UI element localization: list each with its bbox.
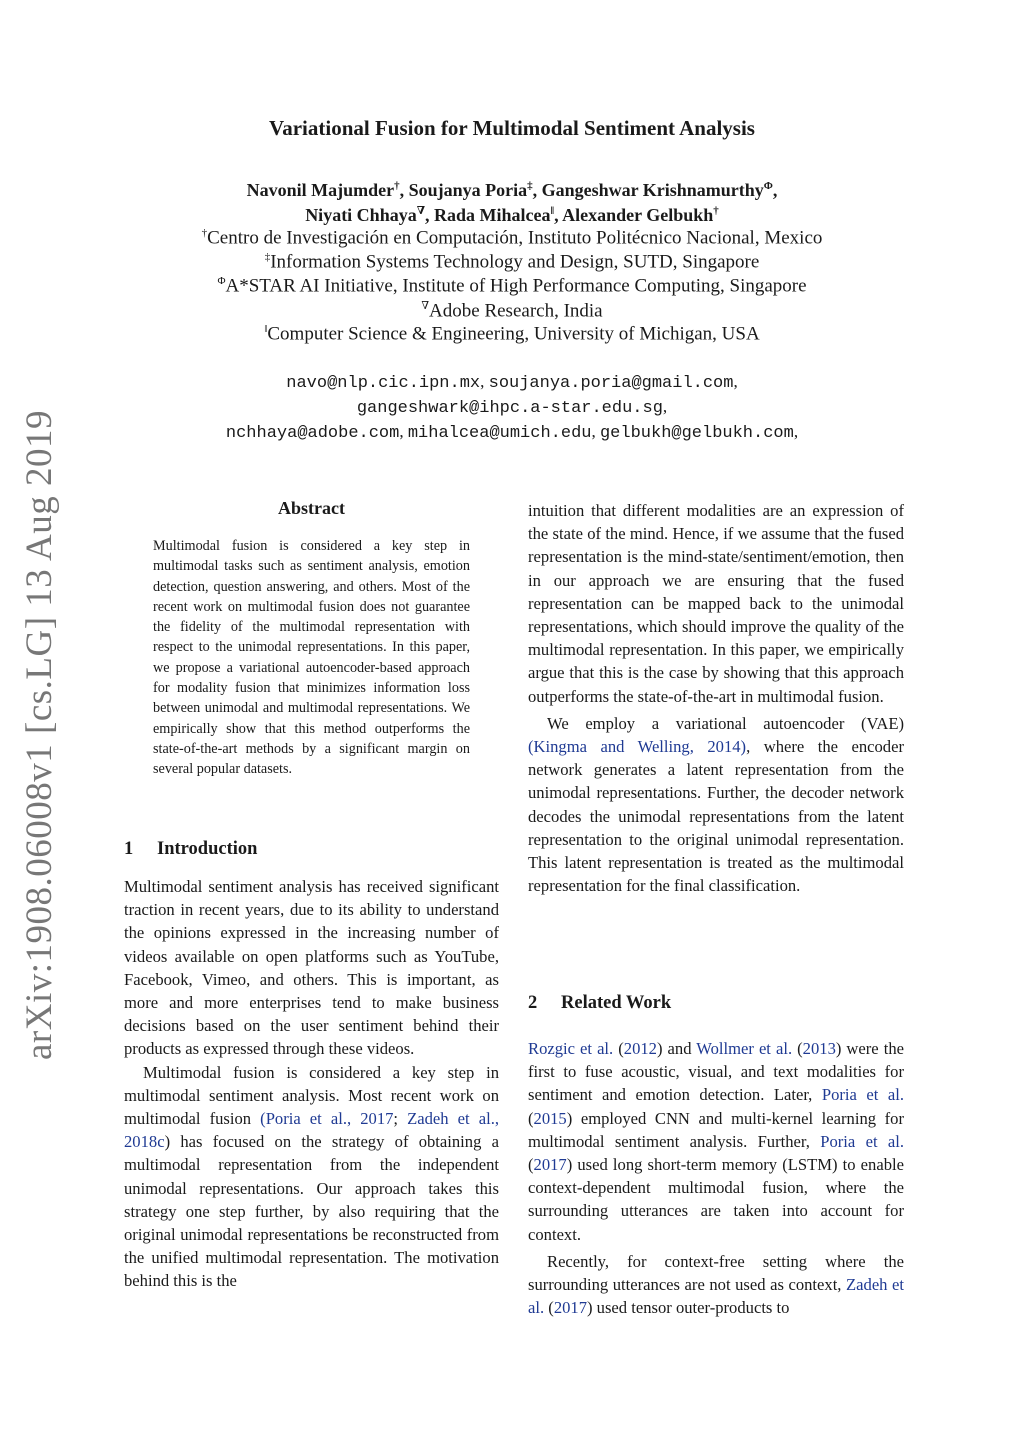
- citation-year-link[interactable]: 2013: [802, 1039, 836, 1058]
- section-heading-related-work: 2 Related Work: [528, 993, 672, 1013]
- citation-link[interactable]: Rozgic et al.: [528, 1039, 614, 1058]
- section-heading-introduction: 1 Introduction: [124, 839, 258, 859]
- author-name: Niyati Chhaya: [305, 205, 417, 225]
- citation-link[interactable]: Wollmer et al.: [696, 1039, 793, 1058]
- email[interactable]: gelbukh@gelbukh.com: [599, 424, 794, 443]
- paper-title: Variational Fusion for Multimodal Sentiment Analysis: [269, 116, 755, 140]
- affiliation: ∇Adobe Research, India: [421, 300, 603, 322]
- author-name: Rada Mihalcea: [434, 205, 551, 225]
- author-name: Soujanya Poria: [408, 180, 528, 200]
- citation-link[interactable]: Poria et al.: [821, 1085, 904, 1105]
- email-line: gangeshwark@ihpc.a-star.edu.sg,: [356, 397, 668, 418]
- email[interactable]: nchhaya@adobe.com: [225, 424, 400, 443]
- email[interactable]: soujanya.poria@gmail.com: [488, 374, 734, 393]
- affiliation: $^\Phi$A*STAR AI Initiative, Institute of High Performance Computing, Singapore: [217, 275, 807, 297]
- right-column-text: [528, 499, 904, 897]
- author-line-1: Navonil Majumder†, Soujanya Poria‡, Gangeshwar Krishnamurthy$^\Phi$,: [246, 180, 778, 200]
- paragraph: Multimodal sentiment analysis has received significant traction in recent years, due to its ability to understand the opinions expressed in the increasing number of videos available on open platforms such as YouTube, Facebook, Vimeo, and others. This is important, as more and more enterprises tend to make business decisions based on the user sentiment behind their products as expressed through these videos.: [124, 877, 499, 1059]
- author-name: Alexander Gelbukh: [562, 205, 714, 225]
- citation-link[interactable]: Poria et al.: [820, 1131, 904, 1151]
- citation-link[interactable]: (Poria et al., 2017: [260, 1109, 394, 1129]
- abstract-heading: Abstract: [278, 498, 345, 518]
- affiliation: ‖Computer Science & Engineering, University of Michigan, USA: [264, 323, 760, 345]
- email[interactable]: mihalcea@umich.edu: [407, 424, 592, 443]
- email[interactable]: navo@nlp.cic.ipn.mx: [286, 374, 481, 393]
- email-line: nchhaya@adobe.com, mihalcea@umich.edu, gelbukh@gelbukh.com,: [225, 422, 799, 443]
- citation-year-link[interactable]: 2012: [623, 1039, 657, 1058]
- citation-year-link[interactable]: 2017: [553, 1298, 587, 1318]
- affiliation: ‡Information Systems Technology and Design, SUTD, Singapore: [264, 251, 760, 273]
- paragraph: Rozgic et al. (2012) and Wollmer et al. (2013) were the first to fuse acoustic, visual, and text modalities for sentiment and emotion detection. Later, Poria et al. (2015) employed CNN and multi-kernel learning for multimodal sentiment analysis. Further, Poria et al. (2017) used long short-term memory (LSTM) to enable context-dependent multimodal fusion, where the surrounding utterances are taken into account for context.: [528, 1039, 904, 1244]
- paragraph: Recently, for context-free setting where the surrounding utterances are not used as context, Zadeh et al. (2017) used tensor outer-products to: [528, 1251, 905, 1318]
- paragraph: intuition that different modalities are an expression of the state of the mind. Hence, if we assume that the fused representation is the mind-state/sentiment/emotion, then in our approach we are ensuring that the fused representation can be mapped back to the unimodal representations, which should improve the quality of the multimodal representation. In this paper, we empirically argue that this is the case by showing that this approach outperforms the state-of-the-art in multimodal fusion.: [528, 501, 904, 706]
- left-column-text: [124, 875, 499, 1293]
- citation-year-link[interactable]: 2017: [533, 1155, 567, 1175]
- arxiv-identifier: arXiv:1908.06008v1 [cs.LG] 13 Aug 2019: [19, 410, 60, 1060]
- author-name: Gangeshwar Krishnamurthy: [541, 180, 764, 200]
- citation-link[interactable]: (Kingma and Welling, 2014): [528, 737, 747, 757]
- related-work-text: [528, 1037, 904, 1319]
- citation-link[interactable]: Zadeh et al.: [528, 1275, 905, 1318]
- abstract-body: Multimodal fusion is considered a key step in multimodal tasks such as sentiment analysis, emotion detection, question answering, and others. Most of the recent work on multimodal fusion does not guarantee the fidelity of the multimodal representation with respect to the unimodal representations. In this paper, we propose a variational autoencoder-based approach for modality fusion that minimizes information loss between unimodal and multimodal representations. We empirically show that this method outperforms the state-of-the-art methods by a significant margin on several popular datasets.: [153, 538, 470, 778]
- author-line-2: Niyati Chhaya∇, Rada Mihalcea‖, Alexander Gelbukh†: [305, 205, 719, 225]
- citation-year-link[interactable]: 2015: [533, 1108, 567, 1128]
- email[interactable]: gangeshwark@ihpc.a-star.edu.sg: [356, 399, 663, 418]
- citation-link[interactable]: Zadeh et al., 2018c: [124, 1109, 500, 1152]
- email-line: navo@nlp.cic.ipn.mx, soujanya.poria@gmail.com,: [286, 372, 738, 393]
- paragraph: We employ a variational autoencoder (VAE) (Kingma and Welling, 2014), where the encoder network generates a latent representation from the unimodal representations. Further, the decoder network decodes the unimodal representations from the latent representation to the original unimodal representation. This latent representation is treated as the multimodal representation for the final classification.: [528, 713, 904, 896]
- paragraph: Multimodal fusion is considered a key step in multimodal sentiment analysis. Most recent work on multimodal fusion (Poria et al., 2017; Zadeh et al., 2018c) has focused on the strategy of obtaining a multimodal representation from the independent unimodal representations. Our approach takes this strategy one step further, by also requiring that the original unimodal representations be reconstructed from the unified multimodal representation. The motivation behind this is the: [124, 1062, 500, 1291]
- author-name: Navonil Majumder: [246, 180, 395, 200]
- affiliation: †Centro de Investigación en Computación, Instituto Politécnico Nacional, Mexico: [201, 227, 823, 249]
